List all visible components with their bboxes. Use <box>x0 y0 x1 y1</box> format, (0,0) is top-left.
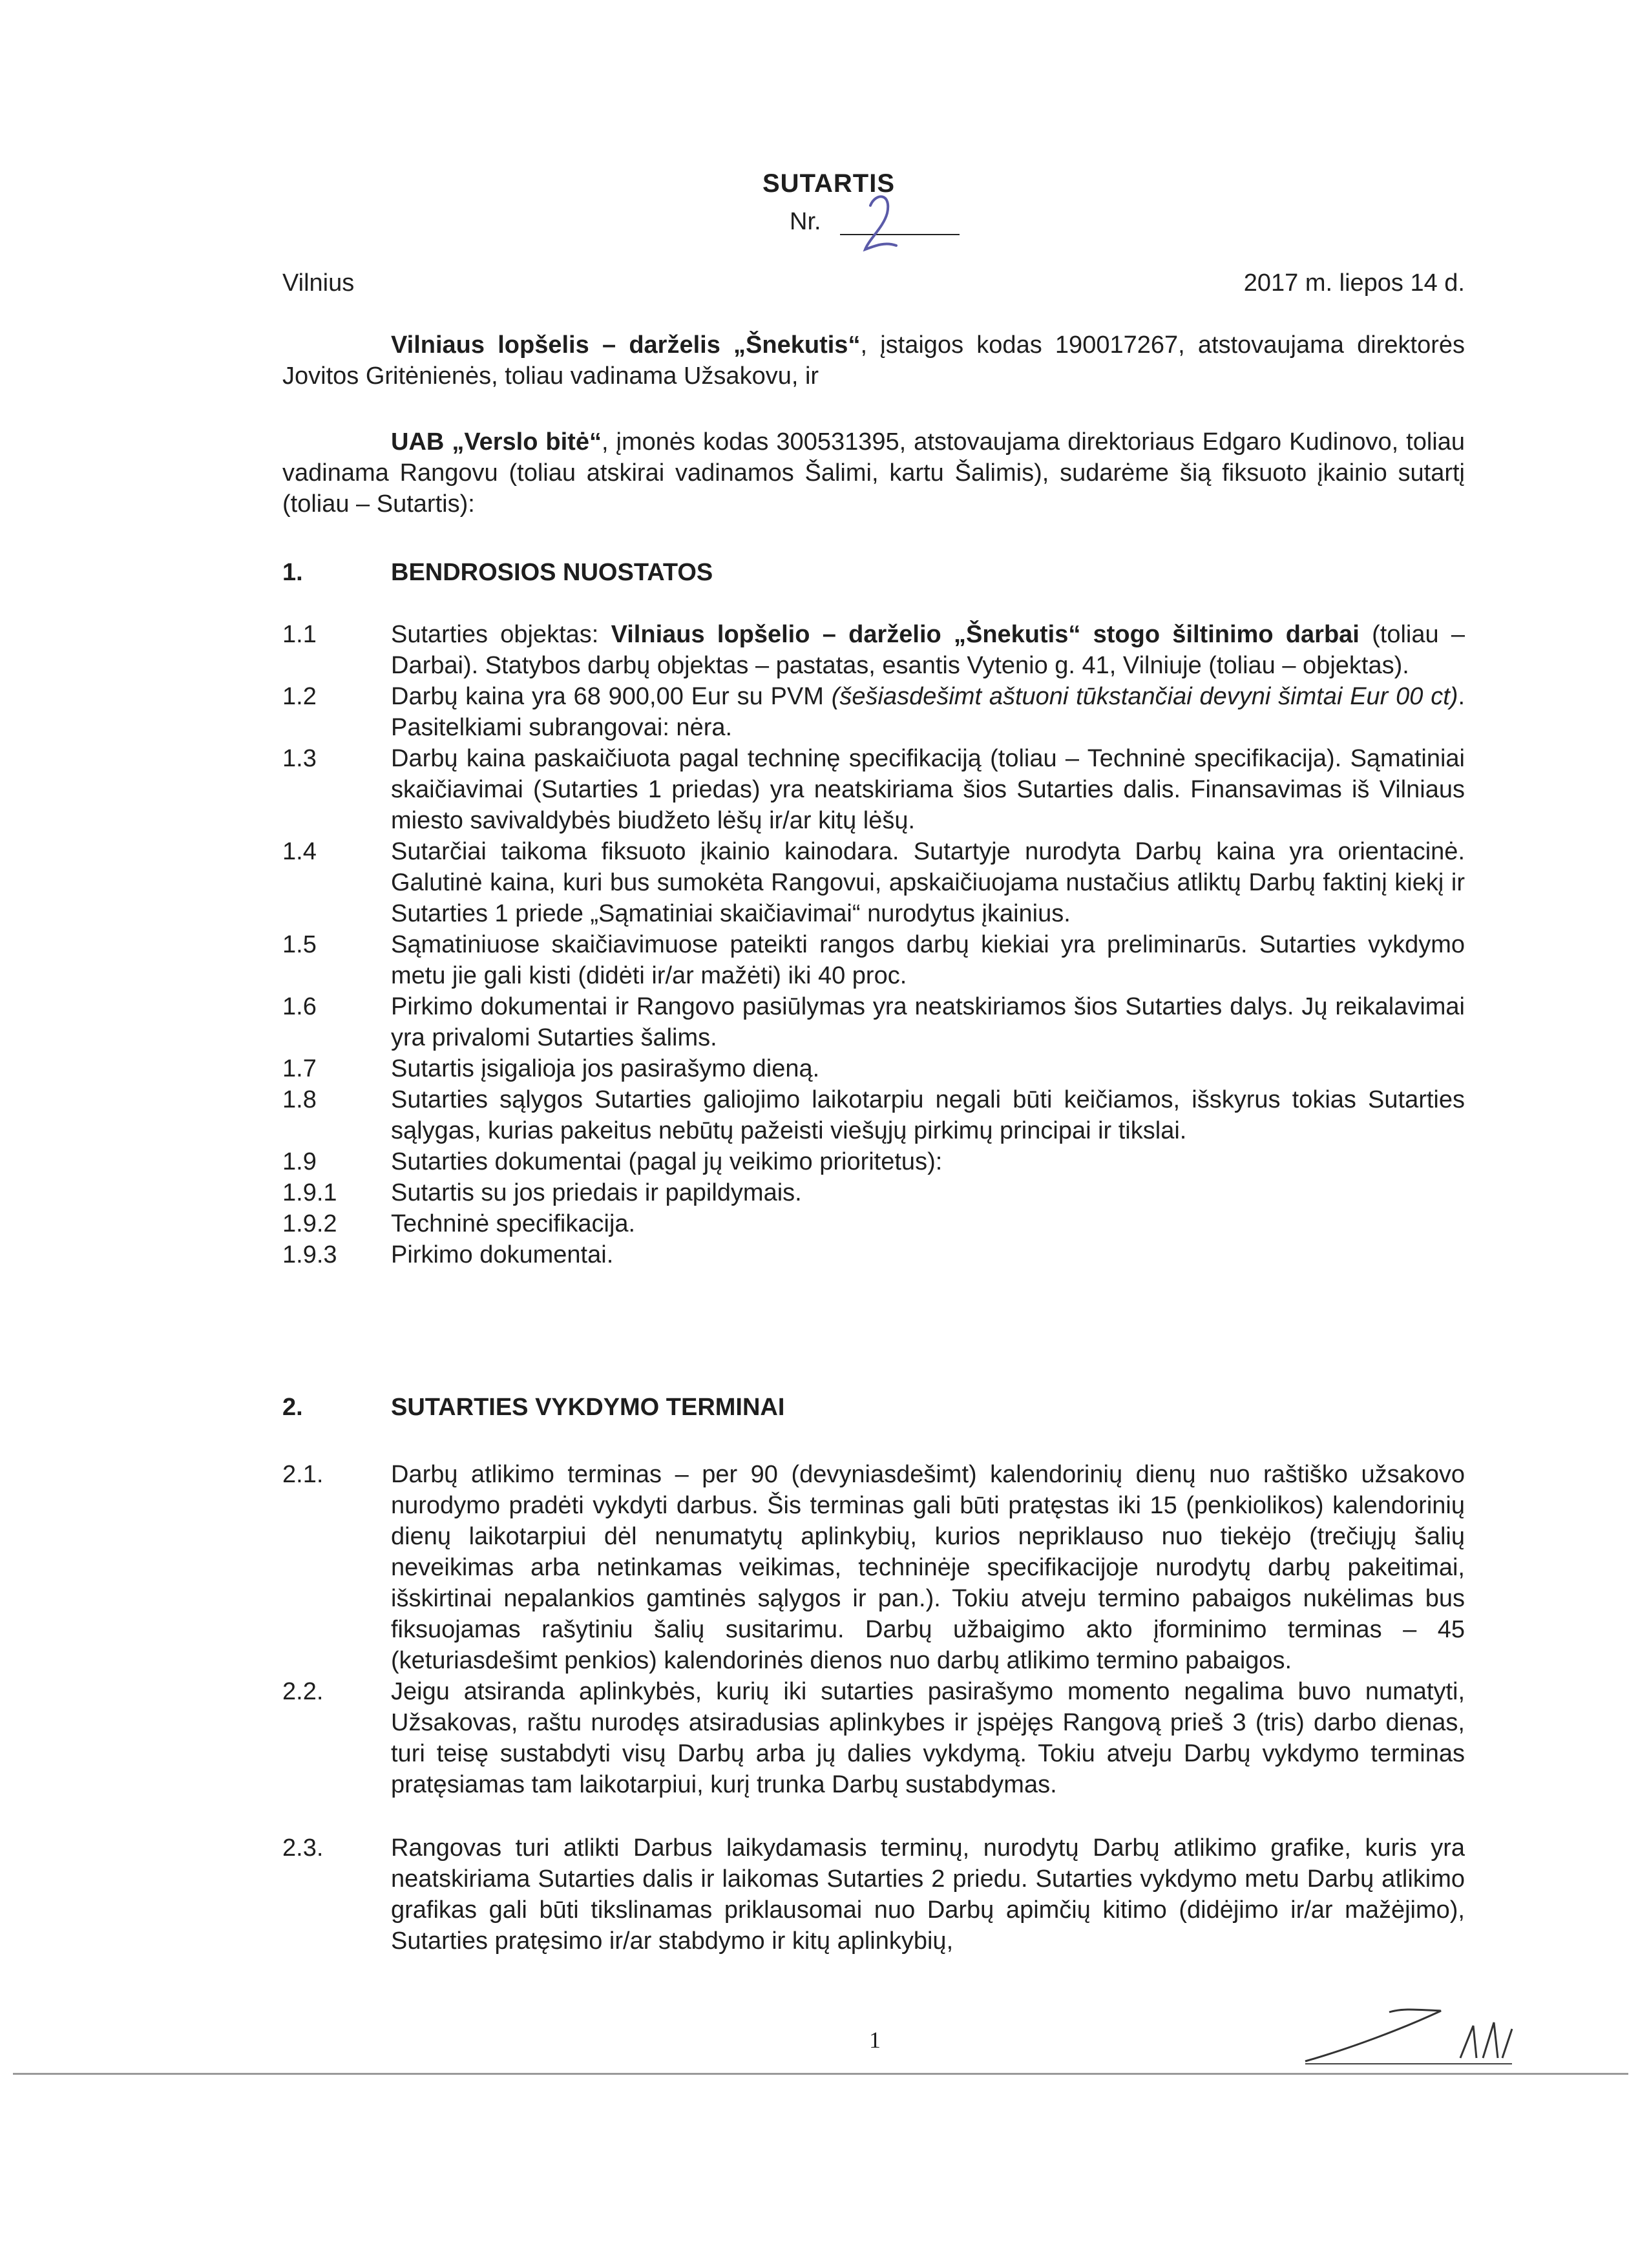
party-customer <box>282 330 1465 392</box>
clause-number: 1.9 <box>282 1148 317 1175</box>
clause-number: 1.8 <box>282 1086 317 1113</box>
clause <box>282 743 1465 836</box>
clause-text: Darbų kaina paskaičiuota pagal techninę specifikaciją (toliau – Techninė specifikacija). Sąmatiniai skaičiavimai (Sutarties 1 priedas) yra neatskiriama šios Sutarties dalis. Finansavimas iš Vilniaus miesto savivaldybės biudžeto lėšų ir/ar kitų lėšų. <box>391 745 1465 834</box>
clause-text: Techninė specifikacija. <box>391 1210 636 1237</box>
document-title: SUTARTIS <box>762 169 896 198</box>
clause <box>282 1208 1465 1239</box>
clause <box>282 1676 1465 1800</box>
clause <box>282 836 1465 929</box>
clause-number: 1.7 <box>282 1055 317 1082</box>
clause-text: Sutarčiai taikoma fiksuoto įkainio kainodara. Sutartyje nurodyta Darbų kaina yra orientacinė. Galutinė kaina, kuri bus sumokėta Rangovui, apskaičiuojama nustačius atliktų Darbų faktinį kiekį ir Sutarties 1 priede „Sąmatiniai skaičiavimai“ nurodytus įkainius. <box>391 838 1465 927</box>
section-title: BENDROSIOS NUOSTATOS <box>391 559 713 586</box>
clause <box>282 619 1465 681</box>
clause-text: Sutarties sąlygos Sutarties galiojimo laikotarpiu negali būti keičiamos, išskyrus tokias Sutarties sąlygas, kurias pakeitus nebūtų pažeisti viešųjų pirkimų principai ir tikslai. <box>391 1086 1465 1144</box>
clause-text: Sutarties dokumentai (pagal jų veikimo prioritetus): <box>391 1148 943 1175</box>
section-2-items <box>282 1459 1465 1957</box>
clause-text: Pirkimo dokumentai. <box>391 1241 614 1268</box>
clause-text: Rangovas turi atlikti Darbus laikydamasis terminų, nurodytų Darbų atlikimo grafike, kuris yra neatskiriama Sutarties dalis ir laikomas Sutarties 2 priedu. Sutarties vykdymo metu Darbų atlikimo grafikas gali būti tikslinamas priklausomai nuo Darbų apimčių kitimo (didėjimo ir/ar mažėjimo), Sutarties pratęsimo ir/ar stabdymo ir kitų aplinkybių, <box>391 1834 1465 1955</box>
clause-text <box>391 681 1465 743</box>
signature <box>1292 1997 1525 2074</box>
section-number: 2. <box>282 1394 303 1421</box>
section-title: SUTARTIES VYKDYMO TERMINAI <box>391 1394 785 1421</box>
party-contractor <box>282 426 1465 520</box>
clause-text: Pirkimo dokumentai ir Rangovo pasiūlymas yra neatskiriamos šios Sutarties dalys. Jų reikalavimai yra privalomi Sutarties šalims. <box>391 993 1465 1051</box>
clause <box>282 991 1465 1053</box>
clause-number: 1.3 <box>282 745 317 772</box>
customer-name: Vilniaus lopšelis – darželis „Šnekutis“ <box>391 331 861 359</box>
clause <box>282 1459 1465 1676</box>
section-1-heading <box>282 557 713 588</box>
section-2-heading <box>282 1392 784 1423</box>
clause <box>282 1239 1465 1270</box>
clause <box>282 929 1465 991</box>
clause-text-part: Sutarties objektas: <box>391 621 611 648</box>
clause-number: 2.3. <box>282 1834 324 1862</box>
clause-number: 1.9.3 <box>282 1241 337 1268</box>
clause-text-part: (toliau – Darbai). Statybos darbų objektas – pastatas, esantis Vytenio g. 41, Vilniuje (toliau – objektas). <box>391 621 1465 679</box>
customer-details: , įstaigos kodas 190017267, atstovaujama direktorės Jovitos Gritėnienės, toliau vadinama Užsakovu, ir <box>282 331 1465 390</box>
clause-number: 1.4 <box>282 838 317 865</box>
contract-date: 2017 m. liepos 14 d. <box>1243 269 1465 297</box>
contractor-details: , įmonės kodas 300531395, atstovaujama direktoriaus Edgaro Kudinovo, toliau vadinama Rangovu (toliau atskirai vadinamos Šalimi, kartu Šalimis), sudarėme šią fiksuoto įkainio sutartį (toliau – Sutartis): <box>282 428 1465 518</box>
clause-number: 2.1. <box>282 1461 324 1488</box>
contract-number-label: Nr. <box>790 208 821 235</box>
clause-number: 1.9.1 <box>282 1179 337 1206</box>
handwritten-number <box>856 187 901 258</box>
clause <box>282 1177 1465 1208</box>
clause-text-part: . Pasitelkiami subrangovai: nėra. <box>391 683 1465 741</box>
clause-number: 1.5 <box>282 931 317 958</box>
clause-text: Darbų atlikimo terminas – per 90 (devyniasdešimt) kalendorinių dienų nuo raštiško užsakovo nurodymo pradėti vykdyti darbus. Šis terminas gali būti pratęstas iki 15 (penkiolikos) kalendorinių dienų laikotarpiui dėl nenumatytų aplinkybių, kurios nepriklauso nuo tiekėjo (trečiųjų šalių neveikimas arba netinkamas veikimas, techninėje specifikacijoje nurodytų darbų pakeitimai, išskirtinai nepalankios gamtinės sąlygos ir pan.). Tokiu atveju termino pabaigos nukėlimas bus fiksuojamas rašytiniu šalių susitarimu. Darbų užbaigimo akto įforminimo terminas – 45 (keturiasdešimt penkios) kalendorinės dienos nuo darbų atlikimo termino pabaigos. <box>391 1461 1465 1674</box>
contract-city: Vilnius <box>282 269 355 297</box>
section-1-items <box>282 619 1465 1270</box>
clause-number: 1.1 <box>282 621 317 648</box>
project-name: Vilniaus lopšelio – darželio „Šnekutis“ stogo šiltinimo darbai <box>611 621 1360 648</box>
clause-number: 2.2. <box>282 1678 324 1705</box>
clause-number: 1.6 <box>282 993 317 1020</box>
clause <box>282 1146 1465 1177</box>
page-number: 1 <box>869 2027 881 2053</box>
contractor-name: UAB „Verslo bitė“ <box>391 428 602 456</box>
scan-edge-line <box>13 2073 1628 2075</box>
clause-text: Sutartis įsigalioja jos pasirašymo dieną. <box>391 1055 820 1082</box>
section-number: 1. <box>282 559 303 586</box>
clause <box>282 1053 1465 1084</box>
clause-text-part: Darbų kaina yra 68 900,00 Eur su PVM <box>391 683 832 710</box>
clause-text <box>391 619 1465 681</box>
clause-number: 1.9.2 <box>282 1210 337 1237</box>
clause <box>282 1084 1465 1146</box>
clause-number: 1.2 <box>282 683 317 710</box>
clause-text: Jeigu atsiranda aplinkybės, kurių iki sutarties pasirašymo momento negalima buvo numatyti, Užsakovas, raštu nurodęs atsiradusias aplinkybes ir įspėjęs Rangovą prieš 3 (tris) darbo dienas, turi teisę sustabdyti visų Darbų arba jų dalies vykdymą. Tokiu atveju Darbų vykdymo terminas pratęsiamas tam laikotarpiui, kurį trunka Darbų sustabdymas. <box>391 1678 1465 1798</box>
price-in-words: (šešiasdešimt aštuoni tūkstančiai devyni šimtai Eur 00 ct) <box>831 683 1458 710</box>
clause <box>282 681 1465 743</box>
clause <box>282 1832 1465 1957</box>
clause-text: Sutartis su jos priedais ir papildymais. <box>391 1179 802 1206</box>
clause-text: Sąmatiniuose skaičiavimuose pateikti rangos darbų kiekiai yra preliminarūs. Sutarties vykdymo metu jie gali kisti (didėti ir/ar mažėti) iki 40 proc. <box>391 931 1465 989</box>
